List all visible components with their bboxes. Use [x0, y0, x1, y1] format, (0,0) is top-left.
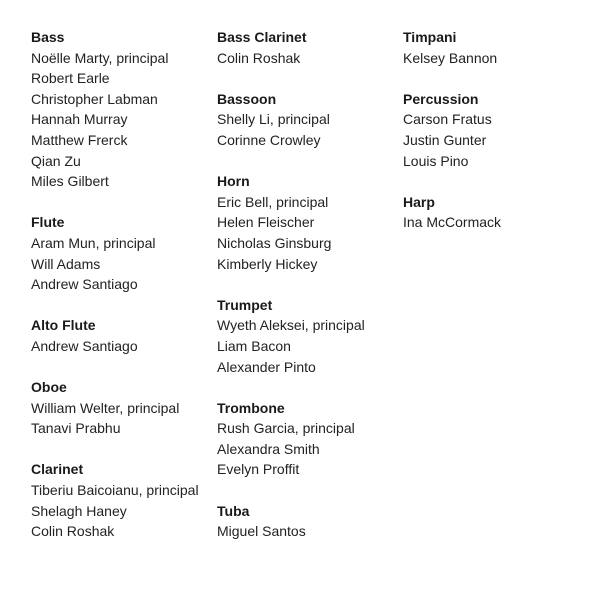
member-name: Qian Zu [31, 152, 81, 169]
member-name: Kelsey Bannon [403, 49, 498, 66]
roster-column-3 [403, 27, 573, 562]
member-name: Wyeth Aleksei, principal [217, 317, 365, 334]
member-name: Nicholas Ginsburg [217, 234, 332, 251]
section-trombone [217, 398, 403, 480]
section-title: Trombone [217, 399, 285, 416]
section-title: Horn [217, 173, 250, 190]
member-name: Andrew Santiago [31, 337, 138, 354]
section-title: Bassoon [217, 90, 277, 107]
section-flute [31, 212, 217, 294]
section-bassoon [217, 89, 403, 151]
section-harp [403, 192, 573, 233]
section-oboe [31, 377, 217, 439]
member-name: Robert Earle [31, 70, 110, 87]
member-name: Aram Mun, principal [31, 234, 156, 251]
roster-column-2 [217, 27, 403, 562]
section-alto-flute [31, 315, 217, 356]
member-name: Noëlle Marty, principal [31, 49, 169, 66]
section-title: Tuba [217, 502, 250, 519]
member-name: Shelly Li, principal [217, 111, 330, 128]
member-name: Ina McCormack [403, 214, 502, 231]
section-trumpet [217, 295, 403, 377]
section-tuba [217, 501, 403, 542]
member-name: Carson Fratus [403, 111, 492, 128]
section-title: Trumpet [217, 296, 273, 313]
member-name: Evelyn Proffit [217, 461, 300, 478]
member-name: Louis Pino [403, 152, 469, 169]
member-name: Helen Fleischer [217, 214, 315, 231]
member-name: Matthew Frerck [31, 131, 128, 148]
member-name: Corinne Crowley [217, 131, 321, 148]
member-name: Miguel Santos [217, 523, 306, 540]
section-title: Clarinet [31, 461, 84, 478]
section-clarinet [31, 459, 217, 541]
section-timpani [403, 27, 573, 68]
section-horn [217, 171, 403, 274]
member-name: Shelagh Haney [31, 502, 127, 519]
member-name: Colin Roshak [217, 49, 301, 66]
member-name: Tanavi Prabhu [31, 420, 121, 437]
member-name: Alexander Pinto [217, 358, 316, 375]
section-title: Oboe [31, 379, 67, 396]
member-name: Will Adams [31, 255, 101, 272]
member-name: Alexandra Smith [217, 440, 320, 457]
section-title: Alto Flute [31, 317, 96, 334]
member-name: Miles Gilbert [31, 173, 109, 190]
section-bass-clarinet [217, 27, 403, 68]
member-name: Liam Bacon [217, 337, 291, 354]
section-percussion [403, 89, 573, 171]
section-title: Flute [31, 214, 65, 231]
member-name: Colin Roshak [31, 523, 115, 540]
member-name: Justin Gunter [403, 131, 487, 148]
roster-column-1 [31, 27, 217, 562]
member-name: Eric Bell, principal [217, 193, 329, 210]
member-name: Rush Garcia, principal [217, 420, 355, 437]
member-name: William Welter, principal [31, 399, 180, 416]
member-name: Hannah Murray [31, 111, 128, 128]
orchestra-roster [31, 27, 573, 562]
member-name: Kimberly Hickey [217, 255, 318, 272]
member-name: Tiberiu Baicoianu, principal [31, 482, 199, 499]
member-name: Christopher Labman [31, 90, 158, 107]
member-name: Andrew Santiago [31, 276, 138, 293]
section-title: Bass Clarinet [217, 29, 307, 45]
section-title: Timpani [403, 29, 457, 45]
section-title: Percussion [403, 90, 479, 107]
section-title: Harp [403, 193, 435, 210]
section-title: Bass [31, 29, 65, 45]
section-bass [31, 27, 217, 192]
